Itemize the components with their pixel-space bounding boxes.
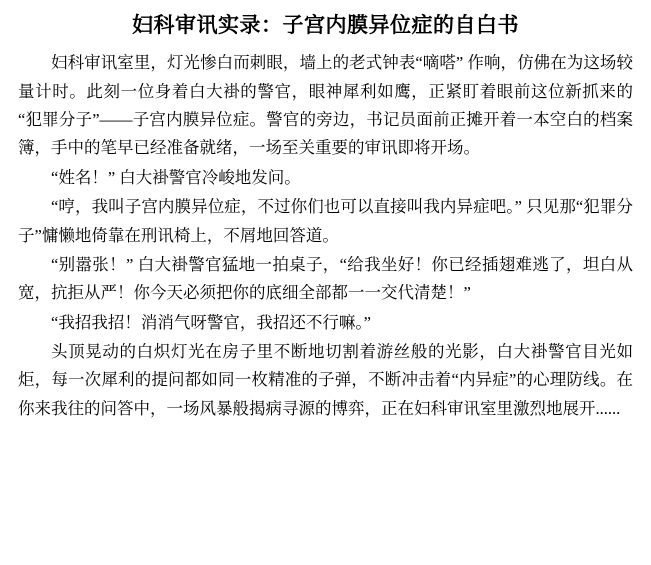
paragraph: 妇科审讯室里，灯光惨白而刺眼，墙上的老式钟表“嘀嗒” 作响，仿佛在为这场较量计时。此刻一位身着白大褂的警官，眼神犀利如鹰，正紧盯着眼前这位新抓来的 “犯罪分子”——子宫内膜异位症。警官的旁边，书记员面前正摊开着一本空白的档案簿，手中的笔早已经准备就绪，一场至关重要的审讯即将开场。 — [18, 53, 633, 158]
paragraph: “我招我招！消消气呀警官，我招还不行嘛。” — [51, 312, 371, 332]
page-title: 妇科审讯实录：子宫内膜异位症的自白书 — [132, 13, 519, 37]
paragraph: “哼，我叫子宫内膜异位症，不过你们也可以直接叫我内异症吧。” 只见那“犯罪分子”慵懒地倚靠在刑讯椅上，不屑地回答道。 — [18, 197, 633, 245]
paragraph: 头顶晃动的白炽灯光在房子里不断地切割着游丝般的光影，白大褂警官目光如炬，每一次犀利的提问都如同一枚精准的子弹，不断冲击着“内异症”的心理防线。在你来我往的问答中，一场风暴般揭病寻源的博弈，正在妇科审讯室里激烈地展开...... — [18, 342, 633, 418]
paragraph: “姓名！” 白大褂警官冷峻地发问。 — [51, 167, 301, 187]
paragraph: “别嚣张！” 白大褂警官猛地一拍桌子，“给我坐好！你已经插翅难逃了，坦白从宽，抗拒从严！你今天必须把你的底细全部都一一交代清楚！” — [18, 254, 633, 303]
